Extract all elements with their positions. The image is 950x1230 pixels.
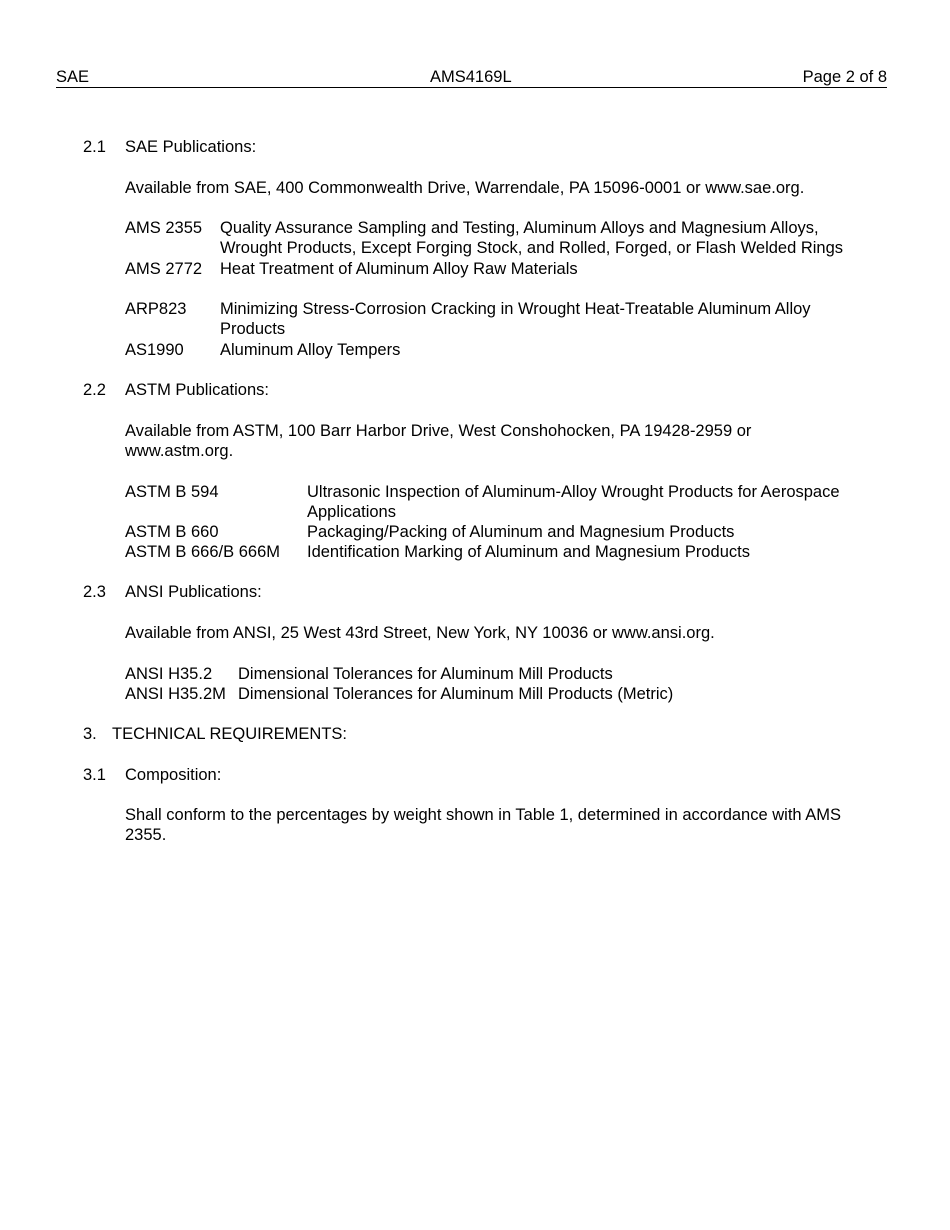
ref-id: ASTM B 666/B 666M (125, 543, 280, 561)
section-number: 2.3 (83, 583, 106, 601)
header-page-number: Page 2 of 8 (802, 68, 887, 86)
ref-desc: Heat Treatment of Aluminum Alloy Raw Materials (220, 260, 578, 278)
availability-text: Available from ANSI, 25 West 43rd Street, New York, NY 10036 or www.ansi.org. (125, 624, 715, 642)
section-number: 3. (83, 725, 97, 743)
section-number: 2.2 (83, 381, 106, 399)
section-title: SAE Publications: (125, 138, 257, 156)
ref-id: AMS 2355 (125, 219, 203, 237)
section-title: ASTM Publications: (125, 381, 269, 399)
ref-id: AMS 2772 (125, 260, 203, 278)
section-number: 3.1 (83, 766, 106, 784)
availability-text: Available from ASTM, 100 Barr Harbor Drive, West Conshohocken, PA 19428-2959 or www.astm.org. (125, 422, 752, 460)
composition-text: Shall conform to the percentages by weight shown in Table 1, determined in accordance with AMS 2355. (125, 806, 842, 844)
ref-id: ANSI H35.2M (125, 685, 226, 703)
ref-desc: Packaging/Packing of Aluminum and Magnesium Products (307, 523, 735, 541)
ref-id: ASTM B 594 (125, 483, 219, 501)
section-title: Composition: (125, 766, 222, 784)
page-header (56, 67, 887, 88)
section-title: ANSI Publications: (125, 583, 262, 601)
ref-desc: Dimensional Tolerances for Aluminum Mill Products (Metric) (238, 685, 674, 703)
section-title: TECHNICAL REQUIREMENTS: (112, 725, 347, 743)
ref-id: ASTM B 660 (125, 523, 219, 541)
ref-id: ANSI H35.2 (125, 665, 213, 683)
header-doc-number: AMS4169L (430, 68, 512, 86)
availability-text: Available from SAE, 400 Commonwealth Drive, Warrendale, PA 15096-0001 or www.sae.org. (125, 179, 805, 197)
ref-desc: Minimizing Stress-Corrosion Cracking in Wrought Heat-Treatable Aluminum Alloy Products (220, 300, 811, 338)
ref-id: AS1990 (125, 341, 184, 359)
ref-desc: Aluminum Alloy Tempers (220, 341, 401, 359)
ref-desc: Identification Marking of Aluminum and Magnesium Products (307, 543, 750, 561)
ref-id: ARP823 (125, 300, 187, 318)
ref-desc: Quality Assurance Sampling and Testing, Aluminum Alloys and Magnesium Alloys, Wrought Products, Except Forging Stock, and Rolled, Forged, or Flash Welded Rings (220, 219, 844, 257)
section-number: 2.1 (83, 138, 106, 156)
ref-desc: Ultrasonic Inspection of Aluminum-Alloy Wrought Products for Aerospace Applications (307, 483, 840, 521)
header-org: SAE (56, 68, 90, 86)
ref-desc: Dimensional Tolerances for Aluminum Mill Products (238, 665, 613, 683)
